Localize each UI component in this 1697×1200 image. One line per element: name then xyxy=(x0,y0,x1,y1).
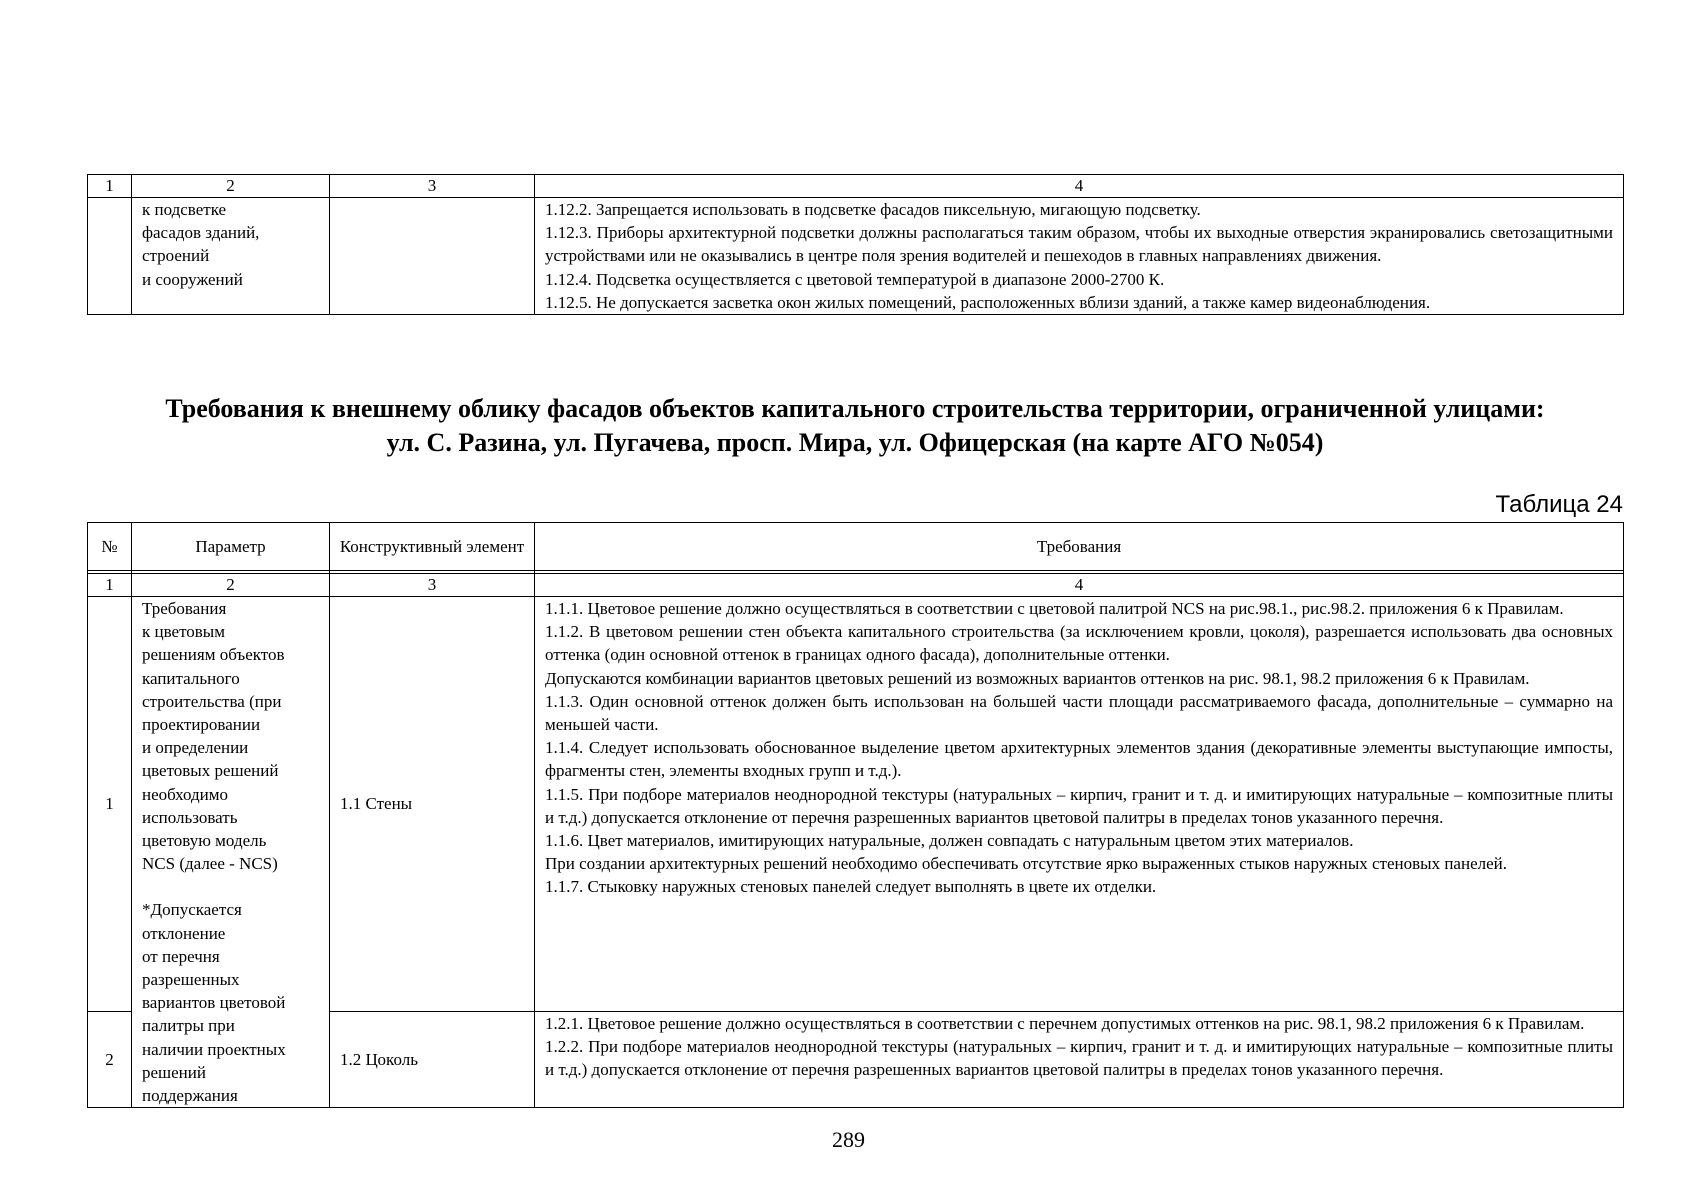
parameter-line: фасадов зданий, xyxy=(142,223,260,243)
column-index-cell: 1 xyxy=(88,175,132,198)
page-number: 289 xyxy=(832,1127,865,1152)
requirement-item: 1.12.5. Не допускается засветка окон жилых помещений, расположенных вблизи зданий, а также камер видеонаблюдения. xyxy=(545,292,1431,312)
parameter-note-line: вариантов цветовой xyxy=(142,993,286,1013)
parameter-cell xyxy=(132,597,330,1108)
parameter-line: необходимо xyxy=(142,784,229,804)
parameter-line: строительства (при xyxy=(142,691,282,711)
row-number-cell xyxy=(88,198,132,315)
table-label: Таблица 24 xyxy=(1495,491,1623,518)
requirement-item: 1.1.2. В цветовом решении стен объекта капитального строительства (за исключением кровли, цоколя), разрешается использовать два основных оттенка (один основной оттенок в границах одного фасада), дополнительные оттенки. xyxy=(545,622,1613,665)
requirement-item: 1.1.1. Цветовое решение должно осуществляться в соответствии с цветовой палитрой NCS на рис.98.1., рис.98.2. приложения 6 к Правилам. xyxy=(545,599,1564,618)
requirement-item: 1.12.3. Приборы архитектурной подсветки должны располагаться таким образом, чтобы их выходные отверстия экранировались светозащитными устройствами или не оказывались в центре поля зрения водителей и пешеходов в главных направлениях движения. xyxy=(545,223,1613,266)
requirement-item: Допускаются комбинации вариантов цветовых решений из возможных вариантов оттенков на рис. 98.1, 98.2 приложения 6 к Правилам. xyxy=(545,668,1530,688)
requirement-item: 1.1.7. Стыковку наружных стеновых панелей следует выполнять в цвете их отделки. xyxy=(545,877,1157,897)
table-row xyxy=(88,198,1624,315)
parameter-line: использовать xyxy=(142,807,238,827)
requirements-cell xyxy=(535,597,1624,1012)
parameter-line: NCS (далее - NCS) xyxy=(142,854,278,874)
requirements-cell xyxy=(535,198,1624,315)
parameter-note-line: палитры при xyxy=(142,1016,235,1036)
requirements-table xyxy=(87,522,1624,1108)
parameter-note-line: решений xyxy=(142,1062,206,1082)
parameter-note-line: поддержания xyxy=(142,1086,238,1106)
header-number: № xyxy=(88,523,132,571)
parameter-note-line: отклонение xyxy=(142,923,226,943)
table-row xyxy=(88,597,1624,1012)
element-cell: 1.2 Цоколь xyxy=(330,1011,535,1108)
parameter-cell xyxy=(132,198,330,315)
requirement-item: 1.2.1. Цветовое решение должно осуществляться в соответствии с перечнем допустимых оттенков на рис. 98.1, 98.2 приложения 6 к Правилам. xyxy=(545,1013,1585,1033)
parameter-line: и определении xyxy=(142,738,249,758)
header-requirements: Требования xyxy=(535,523,1624,571)
parameter-line: к подсветке xyxy=(142,200,227,219)
continuation-table xyxy=(87,174,1624,315)
requirement-item: 1.1.5. При подборе материалов неоднородной текстуры (натуральных – кирпич, гранит и т. д. и имитирующих натуральные – композитные плиты и т.д.) допускается отклонение от перечня разрешенных вариантов цветовой палитры в пределах тонов указанного перечня. xyxy=(545,784,1613,827)
requirement-item: 1.1.6. Цвет материалов, имитирующих натуральные, должен совпадать с натуральным цветом этих материалов. xyxy=(545,831,1354,851)
requirement-item: 1.1.3. Один основной оттенок должен быть использован на большей части площади рассматриваемого фасада, дополнительные – суммарно на меньшей части. xyxy=(545,691,1613,735)
parameter-line: проектировании xyxy=(142,715,261,735)
row-number-cell: 1 xyxy=(88,597,132,1012)
parameter-line: решениям объектов xyxy=(142,645,285,665)
parameter-note-line: от перечня xyxy=(142,946,220,966)
column-index-cell: 4 xyxy=(535,175,1624,198)
heading-line-1: Требования к внешнему облику фасадов объектов капитального строительства территории, ограниченной улицами: xyxy=(165,394,1545,423)
requirement-item: 1.12.4. Подсветка осуществляется с цветовой температурой в диапазоне 2000-2700 К. xyxy=(545,269,1165,289)
column-index-cell: 4 xyxy=(535,574,1624,597)
column-index-cell: 2 xyxy=(132,175,330,198)
parameter-line: строений xyxy=(142,246,210,266)
parameter-line: и сооружений xyxy=(142,269,243,289)
parameter-note-line: *Допускается xyxy=(142,900,242,920)
requirement-item: 1.12.2. Запрещается использовать в подсветке фасадов пиксельную, мигающую подсветку. xyxy=(545,200,1201,219)
requirement-item: При создании архитектурных решений необходимо обеспечивать отсутствие ярко выраженных стыков наружных стеновых панелей. xyxy=(545,854,1507,874)
column-index-cell: 3 xyxy=(330,574,535,597)
row-number-cell: 2 xyxy=(88,1011,132,1108)
requirements-cell xyxy=(535,1011,1624,1108)
column-index-cell: 1 xyxy=(88,574,132,597)
section-heading xyxy=(87,392,1623,460)
parameter-line: цветовую модель xyxy=(142,831,267,851)
table-header-row xyxy=(88,523,1624,571)
requirement-item: 1.1.4. Следует использовать обоснованное выделение цветом архитектурных элементов здания (декоративные элементы выступающие импосты, фрагменты стен, элементы входных групп и т.д.). xyxy=(545,738,1613,781)
column-index-row xyxy=(88,175,1624,198)
parameter-note-line: разрешенных xyxy=(142,970,240,990)
column-index-cell: 2 xyxy=(132,574,330,597)
column-index-cell: 3 xyxy=(330,175,535,198)
column-index-row xyxy=(88,574,1624,597)
parameter-line: капитального xyxy=(142,668,240,688)
element-cell xyxy=(330,198,535,315)
parameter-line: Требования xyxy=(142,599,227,618)
requirement-item: 1.2.2. При подборе материалов неоднородной текстуры (натуральных – кирпич, гранит и т. д. и имитирующих натуральные – композитные плиты и т.д.) допускается отклонение от перечня разрешенных вариантов цветовой палитры в пределах тонов указанного перечня. xyxy=(545,1036,1613,1079)
heading-line-2: ул. С. Разина, ул. Пугачева, просп. Мира, ул. Офицерская (на карте АГО №054) xyxy=(386,428,1324,457)
parameter-note-line: наличии проектных xyxy=(142,1039,286,1059)
parameter-line: цветовых решений xyxy=(142,761,279,781)
parameter-line: к цветовым xyxy=(142,622,225,642)
header-parameter: Параметр xyxy=(132,523,330,571)
element-cell: 1.1 Стены xyxy=(330,597,535,1012)
header-element: Конструктивный элемент xyxy=(330,523,535,571)
